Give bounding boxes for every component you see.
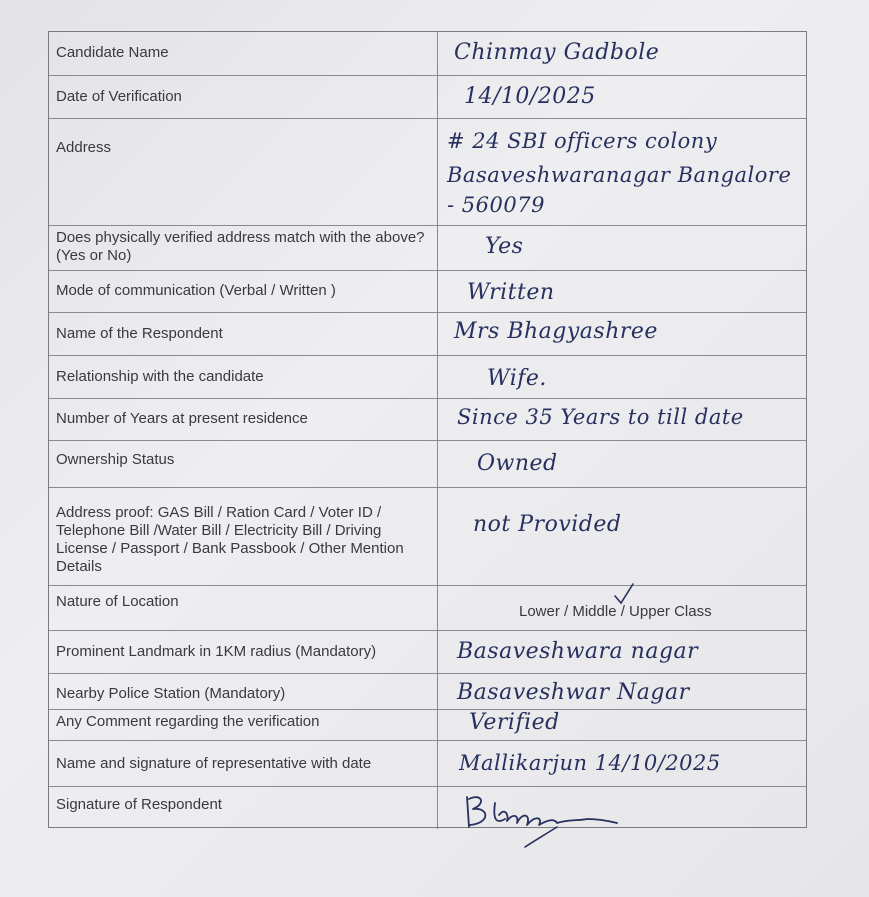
handwritten-address-line-3: - 560079 xyxy=(447,193,545,217)
handwritten-address-line-1: # 24 SBI officers colony xyxy=(447,129,718,153)
field-label: Does physically verified address match with the above?(Yes or No) xyxy=(56,229,425,264)
handwritten-value: Wife. xyxy=(487,366,547,391)
column-divider xyxy=(437,356,438,398)
column-divider xyxy=(437,271,438,312)
column-divider xyxy=(437,787,438,829)
checkmark-icon xyxy=(612,582,636,608)
field-label: Mode of communication (Verbal / Written ) xyxy=(56,282,336,299)
column-divider xyxy=(437,313,438,355)
handwritten-value: 14/10/2025 xyxy=(464,84,596,109)
handwritten-value: Mrs Bhagyashree xyxy=(454,319,658,344)
table-row-mode-of-communication xyxy=(49,271,806,313)
column-divider xyxy=(437,76,438,118)
handwritten-value: Chinmay Gadbole xyxy=(454,40,660,65)
column-divider xyxy=(437,674,438,709)
field-label: Ownership Status xyxy=(56,451,175,468)
location-class-options: Lower / Middle / Upper Class xyxy=(519,603,712,620)
field-label: Name of the Respondent xyxy=(56,325,223,342)
table-row-respondent-name xyxy=(49,313,806,356)
table-row-comment xyxy=(49,710,806,741)
respondent-signature xyxy=(461,789,631,849)
table-row-date-of-verification xyxy=(49,76,806,119)
column-divider xyxy=(437,119,438,225)
table-row-relationship xyxy=(49,356,806,399)
field-label: Prominent Landmark in 1KM radius (Mandatory) xyxy=(56,643,377,660)
column-divider xyxy=(437,631,438,673)
field-label: Nature of Location xyxy=(56,593,179,610)
table-row-address-proof xyxy=(49,488,806,586)
column-divider xyxy=(437,226,438,270)
field-label: Name and signature of representative with date xyxy=(56,755,372,772)
handwritten-value: Since 35 Years to till date xyxy=(457,405,744,429)
field-label: Relationship with the candidate xyxy=(56,368,264,385)
column-divider xyxy=(437,488,438,585)
field-label: Nearby Police Station (Mandatory) xyxy=(56,685,286,702)
field-label: Any Comment regarding the verification xyxy=(56,713,320,730)
column-divider xyxy=(437,441,438,487)
table-row-police-station xyxy=(49,674,806,710)
field-label: Signature of Respondent xyxy=(56,796,222,813)
handwritten-value: Yes xyxy=(485,234,524,259)
table-row-address xyxy=(49,119,806,226)
column-divider xyxy=(437,399,438,440)
handwritten-value: Written xyxy=(467,280,555,305)
field-label: Candidate Name xyxy=(56,44,169,61)
field-label: Address proof: GAS Bill / Ration Card / Voter ID / Telephone Bill /Water Bill / Electricity Bill / Driving License / Passport / Bank Passbook / Other Mention Details xyxy=(56,504,404,575)
table-row-candidate-name xyxy=(49,32,806,76)
handwritten-value: Verified xyxy=(469,710,560,735)
field-label: Number of Years at present residence xyxy=(56,410,308,427)
column-divider xyxy=(437,32,438,75)
verification-table xyxy=(48,31,807,828)
handwritten-address-line-2: Basaveshwaranagar Bangalore xyxy=(447,163,792,187)
field-label: Date of Verification xyxy=(56,88,182,105)
table-row-nature-of-location xyxy=(49,586,806,631)
column-divider xyxy=(437,586,438,630)
handwritten-value: Mallikarjun 14/10/2025 xyxy=(459,751,721,775)
table-row-ownership-status xyxy=(49,441,806,488)
field-label: Address xyxy=(56,139,112,156)
handwritten-value: Basaveshwara nagar xyxy=(457,639,699,664)
table-row-prominent-landmark xyxy=(49,631,806,674)
handwritten-value: not Provided xyxy=(473,512,622,537)
handwritten-value: Basaveshwar Nagar xyxy=(457,680,690,705)
table-row-representative-signature xyxy=(49,741,806,787)
handwritten-value: Owned xyxy=(477,451,558,476)
table-row-respondent-signature xyxy=(49,787,806,829)
table-row-address-match xyxy=(49,226,806,271)
table-row-years-at-residence xyxy=(49,399,806,441)
column-divider xyxy=(437,741,438,786)
column-divider xyxy=(437,710,438,740)
